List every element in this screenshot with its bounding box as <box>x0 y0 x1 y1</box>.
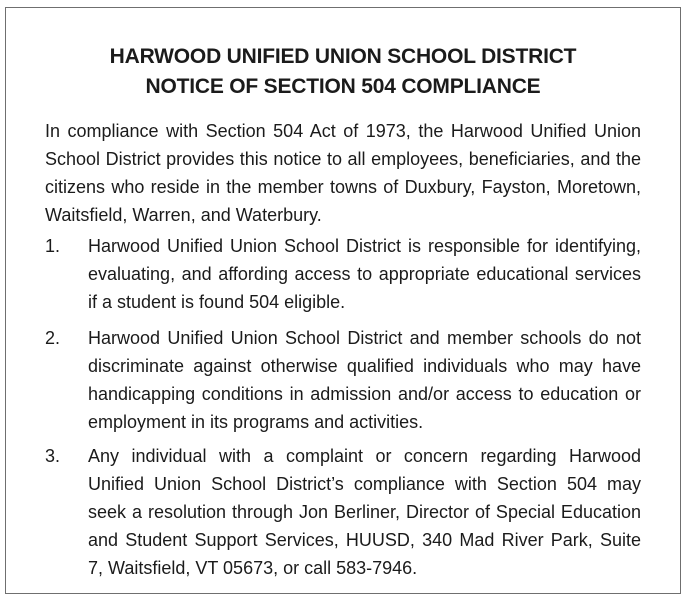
list-item-number: 3. <box>45 446 61 466</box>
notice-title-line-2: NOTICE OF SECTION 504 COMPLIANCE <box>145 75 541 98</box>
list-item <box>45 324 641 436</box>
list-item-number: 1. <box>45 236 61 256</box>
list-item-number: 2. <box>45 328 61 348</box>
list-item-text: Any individual with a complaint or concern regarding Harwood Unified Union School District’s compliance with Section 504 may seek a resolution through Jon Berliner, Director of Special Education and Student Support Services, HUUSD, 340 Mad River Park, Suite 7, Waitsfield, VT 05673, or call 583-7946. <box>88 446 641 578</box>
list-item-text: Harwood Unified Union School District and member schools do not discriminate against otherwise qualified individuals who may have handicapping conditions in admission and/or access to education or employment in its programs and activities. <box>88 328 641 432</box>
intro-paragraph: In compliance with Section 504 Act of 1973, the Harwood Unified Union School District provides this notice to all employees, beneficiaries, and the citizens who reside in the member towns of Duxbury, Fayston, Moretown, Waitsfield, Warren, and Waterbury. <box>45 121 641 225</box>
list-item <box>45 442 641 582</box>
list-item <box>45 232 641 316</box>
notice-title-line-1: HARWOOD UNIFIED UNION SCHOOL DISTRICT <box>109 45 577 68</box>
list-item-text: Harwood Unified Union School District is responsible for identifying, evaluating, and affording access to appropriate educational services if a student is found 504 eligible. <box>88 236 641 312</box>
